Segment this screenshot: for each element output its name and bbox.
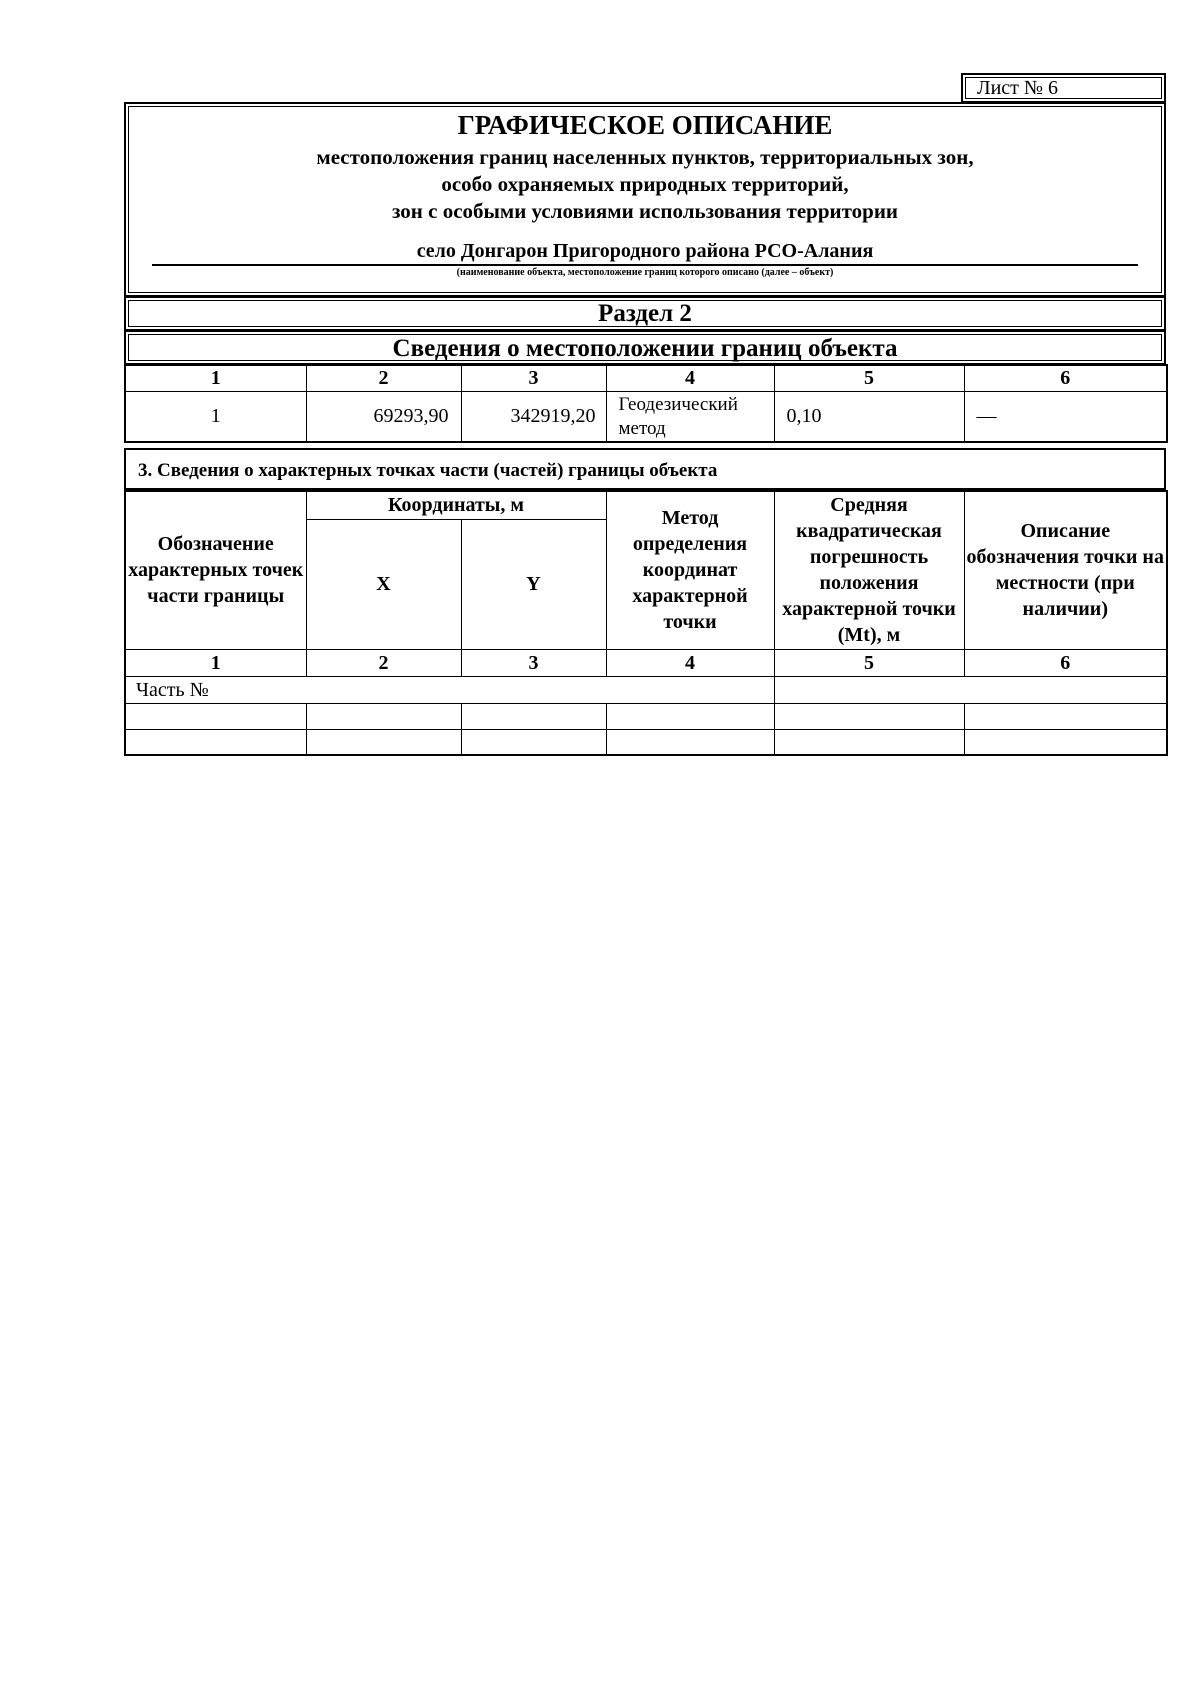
- column-number-row: [125, 649, 1167, 676]
- column-number: 4: [606, 649, 774, 676]
- object-name-caption: (наименование объекта, местоположение границ которого описано (далее – объект): [456, 267, 834, 278]
- empty-cell: [125, 703, 306, 729]
- section-box: [124, 296, 1166, 331]
- column-number: 5: [774, 649, 964, 676]
- column-number: 1: [125, 365, 306, 392]
- column-number: 2: [306, 365, 461, 392]
- part-section-title: 3. Сведения о характерных точках части (частей) границы объекта: [138, 460, 718, 481]
- cell-x: 69293,90: [306, 392, 461, 443]
- empty-cell: [964, 703, 1167, 729]
- empty-cell: [964, 729, 1167, 755]
- table-row: [125, 703, 1167, 729]
- document-subtitle-line-2: особо охраняемых природных территорий,: [441, 172, 849, 196]
- column-number: 3: [461, 649, 606, 676]
- cell-method: Геодезический метод: [606, 392, 774, 443]
- part-points-table: [124, 490, 1168, 756]
- column-number: 1: [125, 649, 306, 676]
- object-name: село Донгарон Пригородного района РСО-Алания: [416, 240, 874, 262]
- column-number: 2: [306, 649, 461, 676]
- empty-cell: [774, 729, 964, 755]
- empty-cell: [774, 703, 964, 729]
- part-section-box: [124, 448, 1166, 490]
- empty-cell: [461, 729, 606, 755]
- cell-y: 342919,20: [461, 392, 606, 443]
- section-label: Раздел 2: [598, 300, 692, 327]
- cell-description: —: [964, 392, 1167, 443]
- empty-cell: [306, 729, 461, 755]
- cell-point-number: 1: [125, 392, 306, 443]
- column-number: 4: [606, 365, 774, 392]
- header-coordinates: Координаты, м: [306, 491, 606, 519]
- cell-error: 0,10: [774, 392, 964, 443]
- column-number-row: [125, 365, 1167, 392]
- table-row: [125, 729, 1167, 755]
- column-number: 6: [964, 365, 1167, 392]
- sheet-number-label: Лист № 6: [977, 76, 1058, 99]
- empty-cell: [306, 703, 461, 729]
- part-label: Часть №: [125, 676, 774, 703]
- header-x: X: [306, 519, 461, 649]
- info-title: Сведения о местоположении границ объекта: [392, 335, 898, 362]
- empty-cell: [125, 729, 306, 755]
- document-title: ГРАФИЧЕСКОЕ ОПИСАНИЕ: [457, 110, 833, 140]
- document-subtitle-line-1: местоположения границ населенных пунктов, территориальных зон,: [316, 145, 974, 169]
- document-subtitle-line-3: зон с особыми условиями использования территории: [391, 199, 899, 223]
- header-error: Средняя квадратическая погрешность положения характерной точки (Mt), м: [774, 491, 964, 649]
- empty-cell: [606, 729, 774, 755]
- empty-cell: [774, 676, 1167, 703]
- part-label-row: [125, 676, 1167, 703]
- object-name-underline: [152, 264, 1138, 266]
- empty-cell: [461, 703, 606, 729]
- document-header: [124, 102, 1166, 297]
- column-number: 5: [774, 365, 964, 392]
- sheet-number-box: [961, 73, 1166, 103]
- column-number: 3: [461, 365, 606, 392]
- header-description: Описание обозначения точки на местности (при наличии): [964, 491, 1167, 649]
- table-row: [125, 392, 1167, 443]
- boundary-info-table: [124, 364, 1168, 443]
- header-y: Y: [461, 519, 606, 649]
- empty-cell: [606, 703, 774, 729]
- info-title-box: [124, 330, 1166, 365]
- column-number: 6: [964, 649, 1167, 676]
- header-method: Метод определения координат характерной точки: [606, 491, 774, 649]
- header-point-designation: Обозначение характерных точек части границы: [125, 491, 306, 649]
